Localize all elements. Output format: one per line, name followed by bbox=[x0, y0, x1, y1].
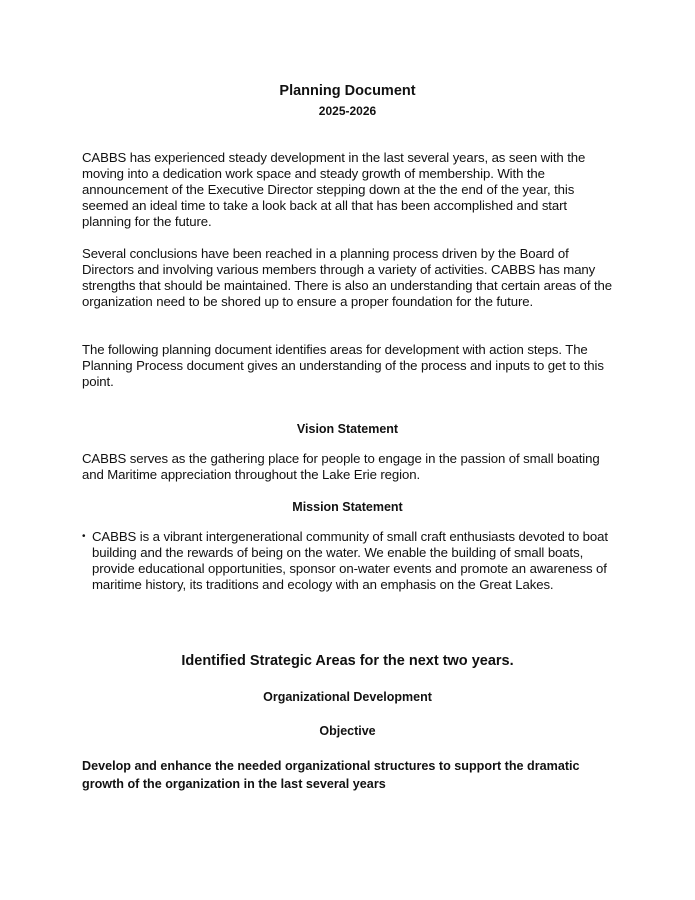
intro-paragraph-3: The following planning document identifies areas for development with action steps. The Planning Process document gives an understanding of the process and inputs to get to this point. bbox=[82, 342, 604, 389]
objective-text: Develop and enhance the needed organizational structures to support the dramatic growth of the organization in the last several years bbox=[82, 759, 580, 791]
document-years: 2025-2026 bbox=[318, 104, 377, 118]
intro-paragraph-1: CABBS has experienced steady development in the last several years, as seen with the moving into a dedication work space and steady growth of membership. With the announcement of the Executive Director stepping down at the the end of the year, this seemed an ideal time to take a look back at all that has been accomplished and start planning for the future. bbox=[82, 150, 586, 229]
strategic-areas-heading: Identified Strategic Areas for the next two years. bbox=[181, 653, 514, 669]
mission-heading: Mission Statement bbox=[292, 500, 403, 514]
mission-list bbox=[82, 529, 617, 593]
mission-list-item bbox=[82, 529, 617, 593]
objective-heading: Objective bbox=[319, 724, 376, 738]
mission-text: CABBS is a vibrant intergenerational community of small craft enthusiasts devoted to boat building and the rewards of being on the water. We enable the building of small boats, provide educational opportunities, sponsor on-water events and promote an awareness of maritime history, its traditions and ecology with an emphasis on the Great Lakes. bbox=[92, 529, 608, 592]
organizational-development-heading: Organizational Development bbox=[263, 690, 432, 704]
document-title: Planning Document bbox=[279, 83, 416, 99]
intro-paragraph-2: Several conclusions have been reached in a planning process driven by the Board of Directors and involving various members through a variety of activities. CABBS has many strengths that should be maintained. There is also an understanding that certain areas of the organization need to be shored up to ensure a proper foundation for the future. bbox=[82, 246, 613, 309]
bullet-icon: • bbox=[82, 531, 86, 542]
vision-heading: Vision Statement bbox=[296, 422, 399, 436]
vision-text: CABBS serves as the gathering place for people to engage in the passion of small boating and Maritime appreciation throughout the Lake Erie region. bbox=[82, 451, 600, 482]
